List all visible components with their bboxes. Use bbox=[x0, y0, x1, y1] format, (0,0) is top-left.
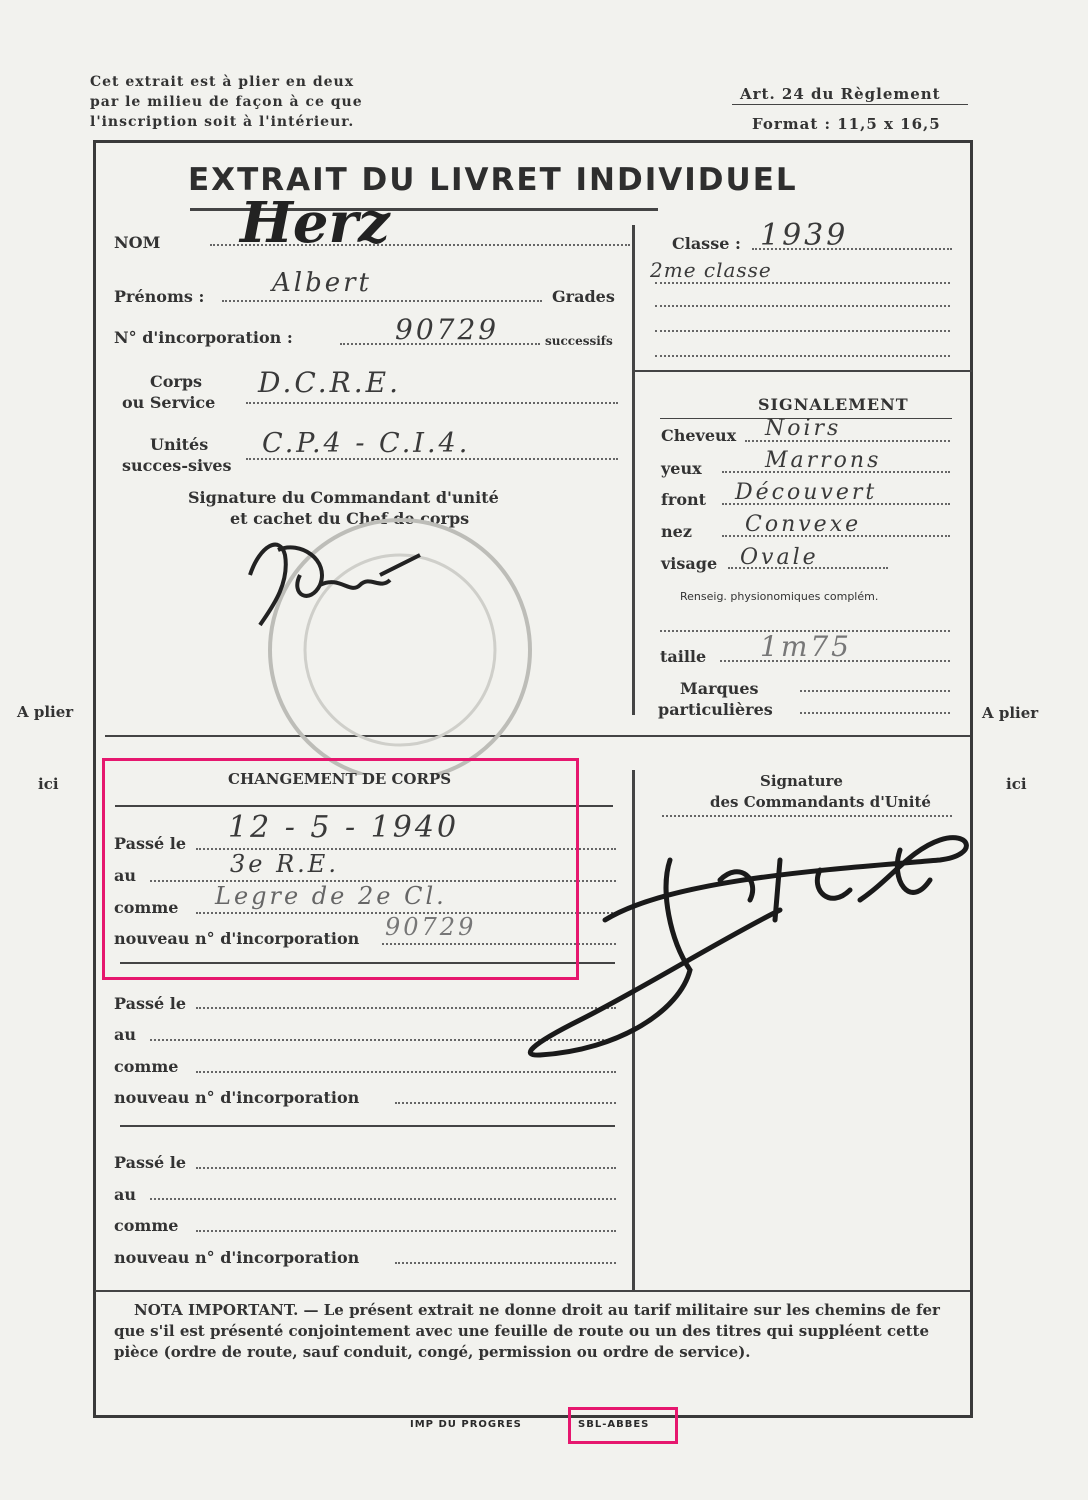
nota-text: Le présent extrait ne donne droit au tarif militaire sur les chemins de fer que s'il est présenté conjointement avec une feuille de route ou un des titres qui suppléent cette pièce (ordre de route, sauf conduit, congé, permission ou ordre de service). bbox=[114, 1301, 940, 1361]
nom-label: NOM bbox=[114, 233, 161, 252]
fold-line-3: l'inscription soit à l'intérieur. bbox=[90, 114, 355, 130]
nouveau-label-2: nouveau n° d'incorporation bbox=[114, 1088, 360, 1107]
fold-line-1: Cet extrait est à plier en deux bbox=[90, 74, 355, 90]
sig-commandants-line-2: des Commandants d'Unité bbox=[710, 793, 931, 811]
service-label: ou Service bbox=[122, 393, 216, 412]
passe-value-1: 12 - 5 - 1940 bbox=[228, 810, 460, 845]
nez-value: Convexe bbox=[745, 512, 862, 537]
taille-value: 1m75 bbox=[760, 630, 852, 663]
passe-label-2: Passé le bbox=[114, 994, 186, 1013]
ici-right: ici bbox=[1006, 775, 1027, 793]
nouveau-value-1: 90729 bbox=[385, 913, 477, 941]
yeux-label: yeux bbox=[661, 459, 702, 478]
marques-label: Marques bbox=[680, 679, 759, 698]
taille-label: taille bbox=[660, 647, 707, 666]
divider-top bbox=[632, 225, 635, 715]
classe-label: Classe : bbox=[672, 234, 741, 253]
signalement-title: SIGNALEMENT bbox=[758, 395, 909, 414]
au-value-1: 3e R.E. bbox=[230, 850, 339, 878]
nota-block bbox=[114, 1300, 954, 1363]
cheveux-label: Cheveux bbox=[661, 426, 737, 445]
highlight-changement bbox=[102, 758, 579, 980]
changement-title: CHANGEMENT DE CORPS bbox=[228, 770, 452, 788]
sig-commandants-line-1: Signature bbox=[760, 772, 843, 790]
au-label-1: au bbox=[114, 866, 136, 885]
nom-value: Herz bbox=[240, 190, 390, 256]
comme-label-1: comme bbox=[114, 898, 179, 917]
cheveux-value: Noirs bbox=[765, 416, 842, 441]
front-value: Découvert bbox=[735, 480, 878, 505]
printer-city: SBL-ABBES bbox=[578, 1419, 650, 1430]
commandant-signature bbox=[520, 820, 970, 1070]
incorporation-value: 90729 bbox=[395, 313, 500, 346]
corps-value: D.C.R.E. bbox=[258, 366, 401, 399]
nez-label: nez bbox=[661, 522, 692, 541]
article-ref: Art. 24 du Règlement bbox=[740, 85, 941, 103]
front-label: front bbox=[661, 490, 707, 509]
nota-lead: NOTA IMPORTANT. — bbox=[134, 1301, 319, 1319]
grade-value: 2me classe bbox=[650, 258, 772, 282]
stamp-and-signature bbox=[230, 515, 610, 775]
document-title: EXTRAIT DU LIVRET INDIVIDUEL bbox=[188, 162, 798, 198]
ici-left: ici bbox=[38, 775, 59, 793]
highlight-city bbox=[568, 1407, 678, 1444]
plier-right: A plier bbox=[982, 704, 1039, 722]
passe-label-1: Passé le bbox=[114, 834, 186, 853]
grades-label: Grades bbox=[552, 287, 615, 306]
prenoms-value: Albert bbox=[272, 268, 372, 298]
format-ref: Format : 11,5 x 16,5 bbox=[752, 115, 941, 133]
printer-name: IMP DU PROGRES bbox=[410, 1419, 522, 1430]
nouveau-label-3: nouveau n° d'incorporation bbox=[114, 1248, 360, 1267]
successifs-label: successifs bbox=[545, 334, 613, 348]
au-label-2: au bbox=[114, 1025, 136, 1044]
nouveau-label-1: nouveau n° d'incorporation bbox=[114, 929, 360, 948]
fold-line-2: par le milieu de façon à ce que bbox=[90, 94, 363, 110]
signature-commandant-label: Signature du Commandant d'unité bbox=[188, 488, 499, 507]
particulieres-label: particulières bbox=[658, 700, 773, 719]
yeux-value: Marrons bbox=[765, 448, 882, 473]
corps-label: Corps bbox=[150, 372, 203, 391]
cachet-label: et cachet du Chef de corps bbox=[230, 509, 470, 528]
successives-label: succes-sives bbox=[122, 456, 232, 475]
prenoms-label: Prénoms : bbox=[114, 287, 205, 306]
plier-left: A plier bbox=[17, 703, 74, 721]
comme-value-1: Legre de 2e Cl. bbox=[215, 882, 447, 910]
comme-label-3: comme bbox=[114, 1216, 179, 1235]
au-label-3: au bbox=[114, 1185, 136, 1204]
visage-value: Ovale bbox=[740, 545, 819, 570]
comme-label-2: comme bbox=[114, 1057, 179, 1076]
passe-label-3: Passé le bbox=[114, 1153, 186, 1172]
unites-value: C.P.4 - C.I.4. bbox=[262, 428, 471, 459]
incorporation-label: N° d'incorporation : bbox=[114, 328, 293, 347]
visage-label: visage bbox=[661, 554, 718, 573]
unites-label: Unités bbox=[150, 435, 209, 454]
fold-instruction bbox=[90, 72, 363, 132]
classe-value: 1939 bbox=[760, 218, 849, 253]
renseig-label: Renseig. physionomiques complém. bbox=[680, 590, 879, 603]
